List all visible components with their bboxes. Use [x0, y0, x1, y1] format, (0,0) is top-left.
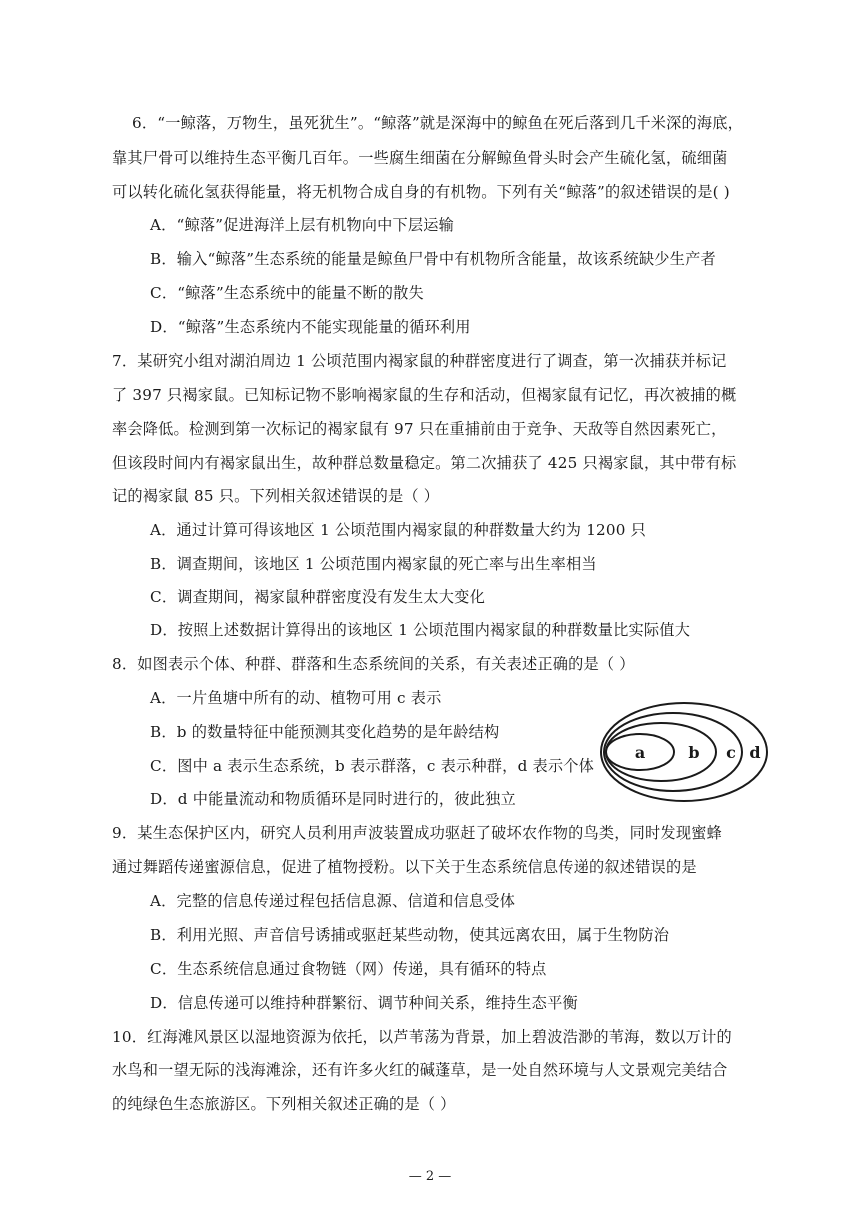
q7-option-a: A．通过计算可得该地区 1 公顷范围内褐家鼠的种群数量大约为 1200 只 — [150, 521, 647, 539]
q7-stem-line-2: 了 397 只褐家鼠。已知标记物不影响褐家鼠的生存和活动，但褐家鼠有记忆，再次被捕的概 — [112, 386, 737, 404]
q10-stem-line-1: 10．红海滩风景区以湿地资源为依托，以芦苇荡为背景，加上碧波浩渺的苇海，数以万计的 — [112, 1028, 732, 1046]
q6-option-d: D．“鲸落”生态系统内不能实现能量的循环利用 — [150, 318, 471, 336]
q9-option-b: B．利用光照、声音信号诱捕或驱赶某些动物，使其远离农田，属于生物防治 — [150, 926, 670, 944]
q10-stem-line-3: 的纯绿色生态旅游区。下列相关叙述正确的是（ ） — [112, 1095, 456, 1113]
label-d: d — [749, 743, 761, 762]
q7-option-c: C．调查期间，褐家鼠种群密度没有发生太大变化 — [150, 588, 485, 606]
q8-option-a: A．一片鱼塘中所有的动、植物可用 c 表示 — [150, 689, 442, 707]
page-number: — 2 — — [408, 1169, 452, 1184]
q7-option-d: D．按照上述数据计算得出的该地区 1 公顷范围内褐家鼠的种群数量比实际值大 — [150, 621, 691, 639]
q9-option-a: A．完整的信息传递过程包括信息源、信道和信息受体 — [150, 892, 516, 910]
q8-option-d: D．d 中能量流动和物质循环是同时进行的，彼此独立 — [150, 790, 516, 808]
q6-option-a: A．“鲸落”促进海洋上层有机物向中下层运输 — [150, 216, 455, 234]
q9-option-c: C．生态系统信息通过食物链（网）传递，具有循环的特点 — [150, 960, 547, 978]
q9-stem-line-2: 通过舞蹈传递蜜源信息，促进了植物授粉。以下关于生态系统信息传递的叙述错误的是 — [112, 858, 697, 876]
q6-stem-line-3: 可以转化硫化氢获得能量，将无机物合成自身的有机物。下列有关“鲸落”的叙述错误的是( ) — [112, 183, 730, 201]
q9-stem-line-1: 9．某生态保护区内，研究人员利用声波装置成功驱赶了破坏农作物的鸟类，同时发现蜜蜂 — [112, 824, 722, 842]
q7-stem-line-4: 但该段时间内有褐家鼠出生，故种群总数量稳定。第二次捕获了 425 只褐家鼠，其中带有标 — [112, 454, 737, 472]
label-c: c — [726, 743, 736, 762]
q8-stem-line-1: 8．如图表示个体、种群、群落和生态系统间的关系，有关表述正确的是（ ） — [112, 655, 635, 673]
q6-option-c: C．“鲸落”生态系统中的能量不断的散失 — [150, 284, 424, 302]
q6-stem-line-1: 6．“一鲸落，万物生，虽死犹生”。“鲸落”就是深海中的鲸鱼在死后落到几千米深的海底， — [132, 114, 744, 132]
q6-option-b: B．输入“鲸落”生态系统的能量是鲸鱼尸骨中有机物所含能量，故该系统缺少生产者 — [150, 250, 716, 268]
q8-option-c: C．图中 a 表示生态系统，b 表示群落，c 表示种群，d 表示个体 — [150, 757, 595, 775]
label-a: a — [634, 743, 646, 762]
q7-stem-line-1: 7．某研究小组对湖泊周边 1 公顷范围内褐家鼠的种群密度进行了调查，第一次捕获并标记 — [112, 352, 727, 370]
label-b: b — [688, 743, 700, 762]
q7-option-b: B．调查期间，该地区 1 公顷范围内褐家鼠的死亡率与出生率相当 — [150, 555, 597, 573]
nested-ellipses-figure — [598, 700, 770, 804]
q7-stem-line-5: 记的褐家鼠 85 只。下列相关叙述错误的是（ ） — [112, 487, 440, 505]
q7-stem-line-3: 率会降低。检测到第一次标记的褐家鼠有 97 只在重捕前由于竞争、天敌等自然因素死亡， — [112, 420, 727, 438]
q6-stem-line-2: 靠其尸骨可以维持生态平衡几百年。一些腐生细菌在分解鲸鱼骨头时会产生硫化氢，硫细菌 — [112, 149, 728, 167]
q9-option-d: D．信息传递可以维持种群繁衍、调节种间关系，维持生态平衡 — [150, 994, 578, 1012]
q8-option-b: B．b 的数量特征中能预测其变化趋势的是年龄结构 — [150, 723, 500, 741]
q10-stem-line-2: 水鸟和一望无际的浅海滩涂，还有许多火红的碱蓬草，是一处自然环境与人文景观完美结合 — [112, 1061, 728, 1079]
